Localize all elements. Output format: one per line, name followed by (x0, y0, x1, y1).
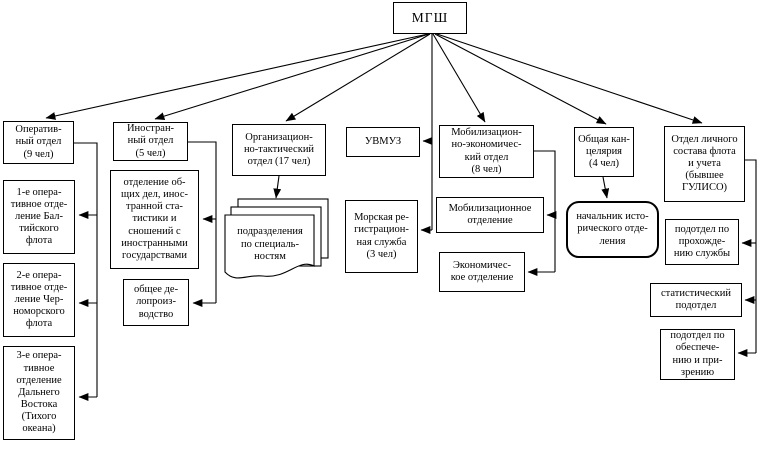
node-black-sea-fleet-section: 2-е опера- тивное отде- ление Чер- номорского флота (3, 263, 75, 337)
org-tactical-connector (276, 176, 279, 198)
node-general-chancellery: Общая кан- целярия (4 чел) (574, 127, 634, 177)
node-marine-registration-service: Морская ре- гистрацион- ная служба (3 чел) (345, 200, 418, 273)
node-general-affairs-section: отделение об- щих дел, инос- транной ста- тистики и сношений с иностранными государствами (110, 170, 199, 269)
node-statistical-subdept: статистический подотдел (650, 283, 742, 317)
node-service-record-subdept: подотдел по прохожде- нию службы (665, 219, 739, 265)
node-historical-section-chief: начальник исто- рического отде- ления (566, 201, 659, 258)
node-personnel-dept: Отдел личного состава флота и учета (бывшее ГУЛИСО) (664, 126, 745, 202)
node-economic-section: Экономичес- кое отделение (439, 252, 525, 292)
node-clerical-section: общее де- лопроиз- водство (123, 279, 189, 326)
node-mobilization-section: Мобилизационное отделение (436, 197, 544, 233)
node-operational-dept: Оператив- ный отдел (9 чел) (3, 121, 74, 164)
node-mobilization-economic-dept: Мобилизацион- но-экономичес- кий отдел (8 чел) (439, 125, 534, 178)
operational-connectors (74, 143, 97, 397)
node-baltic-fleet-section: 1-е опера- тивное отде- ление Бал- тийского флота (3, 180, 75, 254)
chancellery-connector (603, 177, 607, 198)
node-far-east-section: 3-е опера- тивное отделение Дальнего Востока (Тихого океана) (3, 346, 75, 440)
node-welfare-subdept: подотдел по обеспече- нию и при- зрению (660, 329, 735, 380)
node-mgsh: МГШ (393, 2, 467, 34)
node-uvmuz: УВМУЗ (346, 127, 420, 157)
node-foreign-dept: Иностран- ный отдел (5 чел) (113, 122, 188, 161)
node-org-tactical-dept: Организацион- но-тактический отдел (17 чел) (232, 124, 326, 176)
node-specialty-units: подразделения по специаль- ностям (237, 226, 303, 263)
